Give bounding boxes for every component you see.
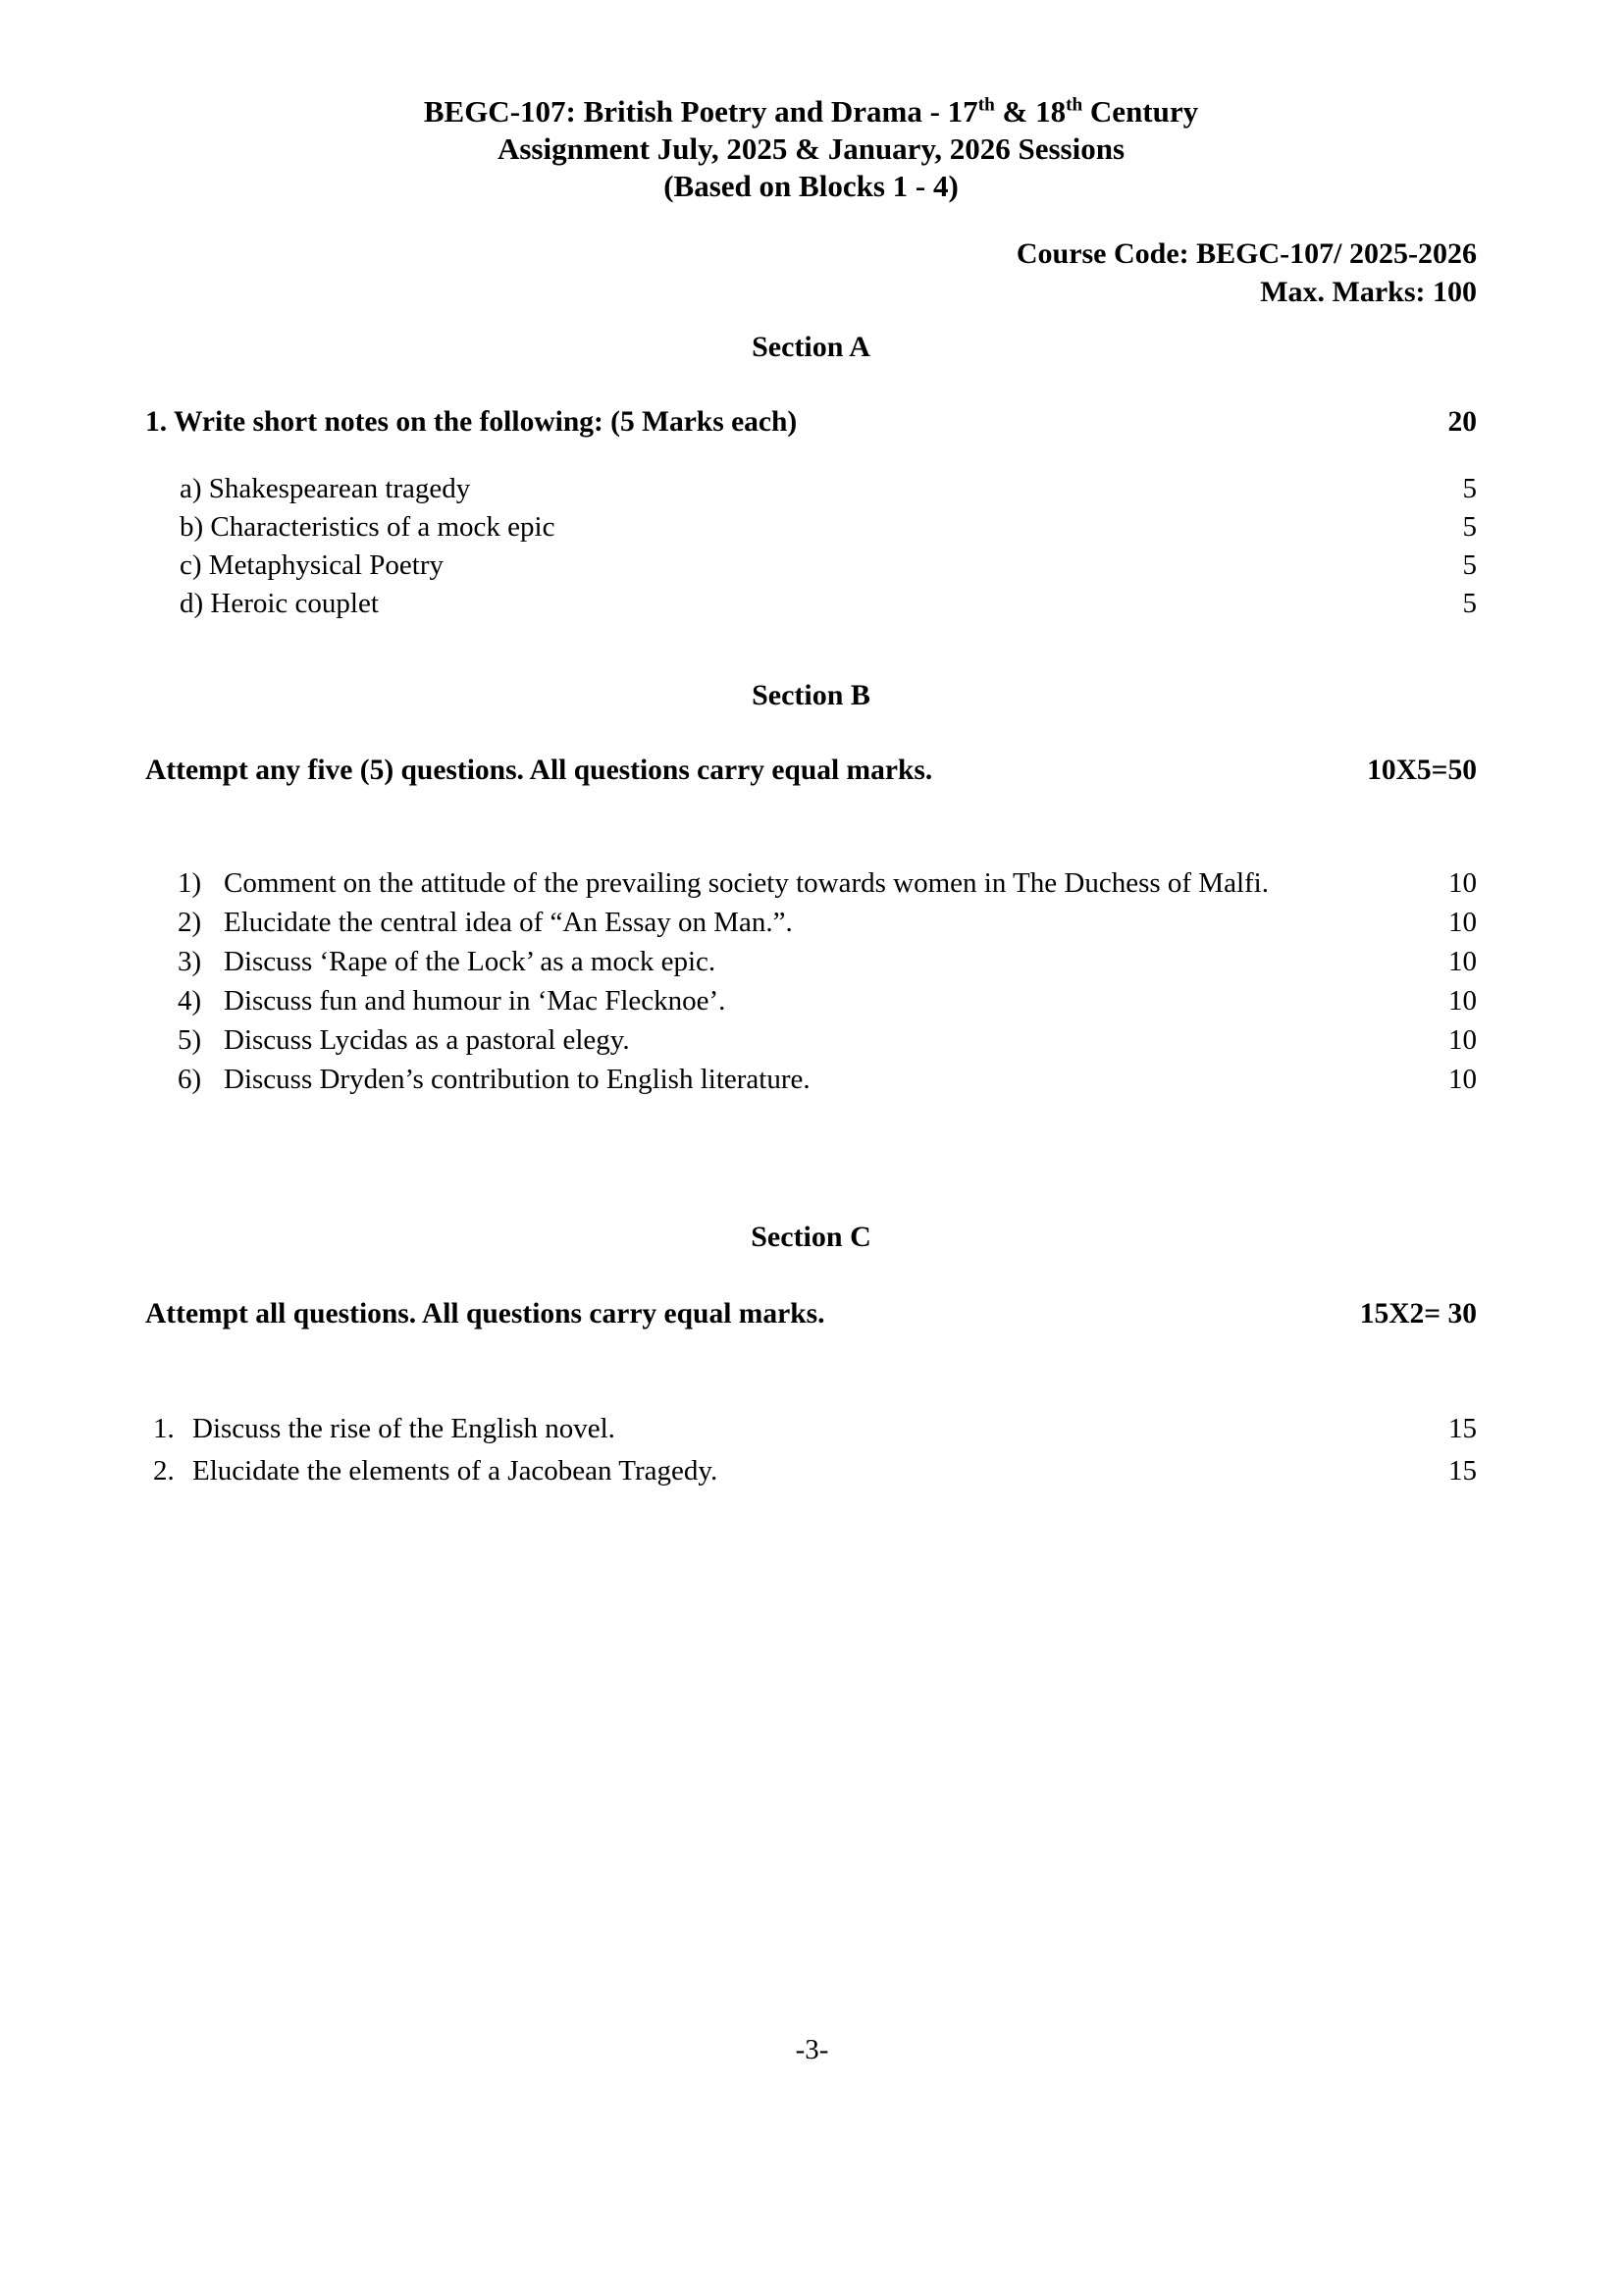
list-item — [145, 508, 1477, 547]
question-number: 4) — [178, 985, 202, 1017]
question-marks: 10 — [1448, 907, 1477, 938]
max-marks-line: Max. Marks: 100 — [1260, 276, 1477, 308]
question-row — [145, 1408, 1477, 1450]
course-title — [145, 93, 1477, 130]
item-b-marks: 5 — [1462, 511, 1477, 543]
question-text: Discuss ‘Rape of the Lock’ as a mock epic. — [224, 946, 716, 977]
question-number: 5) — [178, 1024, 202, 1056]
section-b-questions — [145, 863, 1477, 1099]
question-number: 1. — [153, 1413, 175, 1444]
question-number: 3) — [178, 946, 202, 977]
assignment-sessions-line: Assignment July, 2025 & January, 2026 Sessions — [497, 131, 1126, 166]
item-a-text: a) Shakespearean tragedy — [180, 473, 471, 504]
page-number: -3- — [795, 2034, 829, 2065]
question-text: Discuss Dryden’s contribution to English literature. — [224, 1064, 811, 1095]
question-row — [145, 903, 1477, 942]
course-title-suffix: Century — [1082, 94, 1199, 129]
item-d-marks: 5 — [1462, 588, 1477, 619]
question-row — [145, 1450, 1477, 1492]
course-code-line: Course Code: BEGC-107/ 2025-2026 — [1016, 237, 1477, 270]
question-text: Discuss the rise of the English novel. — [192, 1413, 615, 1444]
question-number: 1) — [178, 867, 202, 899]
item-c-marks: 5 — [1462, 549, 1477, 581]
course-title-text: BEGC-107: British Poetry and Drama - 17 — [423, 94, 978, 129]
item-b-text: b) Characteristics of a mock epic — [180, 511, 555, 543]
page-content — [0, 93, 1624, 1492]
question-row — [145, 942, 1477, 981]
question-text: Discuss fun and humour in ‘Mac Flecknoe’. — [224, 985, 726, 1017]
section-c-questions — [145, 1408, 1477, 1492]
document-header — [145, 93, 1477, 205]
question-marks: 15 — [1448, 1413, 1477, 1444]
list-item — [145, 470, 1477, 508]
section-c-instruction: Attempt all questions. All questions carry equal marks. — [145, 1298, 825, 1330]
section-b-instruction-row — [145, 752, 1477, 789]
list-item — [145, 547, 1477, 585]
section-c-heading: Section C — [751, 1221, 871, 1253]
question-text: Comment on the attitude of the prevailing society towards women in The Duchess of Malfi. — [224, 867, 1269, 899]
section-b-heading: Section B — [752, 679, 870, 711]
superscript-th-1: th — [977, 94, 995, 116]
section-a-instruction: 1. Write short notes on the following: (5 Marks each) — [145, 406, 798, 438]
question-marks: 10 — [1448, 985, 1477, 1017]
section-a-items — [145, 470, 1477, 623]
list-item — [145, 585, 1477, 623]
question-marks: 10 — [1448, 867, 1477, 899]
meta-block — [145, 235, 1477, 311]
question-row — [145, 1060, 1477, 1099]
question-marks: 10 — [1448, 1024, 1477, 1056]
item-a-marks: 5 — [1462, 473, 1477, 504]
based-on-blocks-line: (Based on Blocks 1 - 4) — [663, 169, 959, 203]
superscript-th-2: th — [1066, 94, 1083, 116]
question-text: Discuss Lycidas as a pastoral elegy. — [224, 1024, 630, 1056]
section-a-instruction-row — [145, 403, 1477, 441]
question-row — [145, 981, 1477, 1020]
section-b-total-marks: 10X5=50 — [1367, 755, 1477, 786]
question-text: Elucidate the central idea of “An Essay on Man.”. — [224, 907, 793, 938]
item-c-text: c) Metaphysical Poetry — [180, 549, 444, 581]
section-c-total-marks: 15X2= 30 — [1359, 1298, 1477, 1330]
question-number: 2) — [178, 907, 202, 938]
question-row — [145, 1020, 1477, 1060]
section-b-instruction: Attempt any five (5) questions. All questions carry equal marks. — [145, 755, 933, 786]
section-c-instruction-row — [145, 1295, 1477, 1332]
question-number: 2. — [153, 1455, 175, 1487]
item-d-text: d) Heroic couplet — [180, 588, 379, 619]
question-marks: 10 — [1448, 1064, 1477, 1095]
question-marks: 15 — [1448, 1455, 1477, 1487]
question-row — [145, 863, 1477, 903]
question-number: 6) — [178, 1064, 202, 1095]
course-title-mid: & 18 — [994, 94, 1067, 129]
section-a-heading: Section A — [752, 331, 870, 363]
question-text: Elucidate the elements of a Jacobean Tragedy. — [192, 1455, 718, 1487]
section-a-total-marks: 20 — [1447, 406, 1477, 438]
question-marks: 10 — [1448, 946, 1477, 977]
